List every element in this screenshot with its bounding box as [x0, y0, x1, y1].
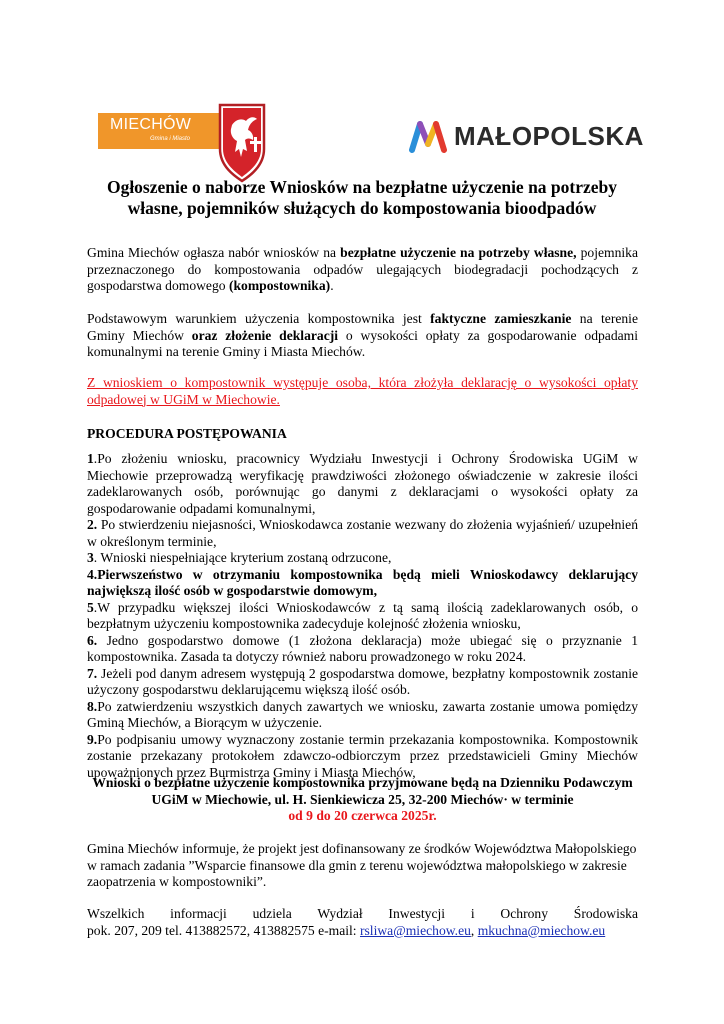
- procedure-heading: PROCEDURA POSTĘPOWANIA: [87, 426, 287, 441]
- condition-text-c: o wysokości opłaty za gospodarowanie odpadami komunalnymi na terenie Gminy i Miasta Miechów.: [87, 327, 639, 359]
- item-number: 3: [87, 550, 94, 565]
- intro-end: .: [330, 278, 334, 293]
- malopolska-m-icon: [408, 118, 452, 154]
- condition-bold-2: oraz złożenie deklaracji: [191, 327, 339, 343]
- funding-paragraph: Gmina Miechów informuje, że projekt jest dofinansowany ze środków Województwa Małopolskiego w ramach zadania ”Wsparcie finansowe dla gmin z terenu województwa małopolskiego w zakresie zaopatrzenia w kompostowniki”.: [87, 841, 637, 889]
- condition-text-b: na terenie Gminy Miechów: [87, 311, 638, 343]
- procedure-item-5: [87, 600, 638, 633]
- item-number: 4.: [87, 566, 98, 582]
- contact-paragraph: [87, 906, 638, 939]
- applicant-note: Z wnioskiem o kompostownik występuje osoba, która złożyła deklarację o wysokości opłaty odpadowej w UGiM w Miechowie.: [87, 375, 638, 407]
- procedure-item-8: [87, 699, 638, 732]
- condition-bold: faktyczne zamieszkanie: [430, 311, 572, 326]
- malopolska-logo: [408, 118, 644, 158]
- title-line-2: własne, pojemników służących do kompostowania bioodpadów: [127, 198, 597, 218]
- malopolska-wordmark: MAŁOPOLSKA: [454, 121, 644, 151]
- item-text: Po zatwierdzeniu wszystkich danych zawartych we wniosku, zawarta zostanie umowa pomiędzy Gminą Miechów, a Biorącym w użyczenie.: [87, 698, 638, 730]
- intro-bold-2: (kompostownika): [228, 278, 331, 293]
- procedure-item-2: [87, 517, 638, 550]
- item-text: . Wnioski niespełniające kryterium zostaną odrzucone,: [93, 550, 392, 565]
- email-link-mkuchna[interactable]: mkuchna@miechow.eu: [477, 922, 606, 938]
- intro-paragraph-1: [87, 245, 638, 295]
- item-number: 5: [87, 599, 94, 615]
- procedure-item-1: [87, 451, 638, 517]
- email-link-rsliwa[interactable]: rsliwa@miechow.eu: [359, 922, 471, 938]
- contact-line-1: Wszelkich informacji udziela Wydział Inwestycji i Ochrony Środowiska: [87, 906, 638, 921]
- procedure-item-4: [87, 567, 638, 600]
- notice-line-1: Wnioski o bezpłatne użyczenie kompostownika przyjmowane będą na Dzienniku Podawczym: [92, 775, 633, 790]
- miechow-logo-name: MIECHÓW: [110, 116, 192, 133]
- item-number: 2.: [87, 517, 98, 532]
- item-number: 7.: [87, 665, 98, 681]
- procedure-item-3: [87, 550, 638, 567]
- item-text: Po podpisaniu umowy wyznaczony zostanie termin przekazania kompostownika. Kompostownik zostanie przekazany protokołem zdawczo-odbiorczym przez przedstawicieli Gminy Miechów upoważnionych przez Burmistrza Gminy i Miasta Miechów,: [87, 731, 638, 780]
- intro-paragraph-2: [87, 311, 638, 361]
- item-text: .W przypadku większej ilości Wnioskodawców z tą samą ilością zadeklarowanych osób, o bezpłatnym użyczeniu kompostownika zadecyduje kolejność złożenia wniosku,: [87, 599, 638, 631]
- contact-line-2: [87, 923, 638, 940]
- intro-text: Gmina Miechów ogłasza nabór wniosków na: [87, 245, 341, 260]
- coat-of-arms-icon: [218, 103, 266, 183]
- procedure-item-9: [87, 732, 638, 782]
- miechow-logo-subtitle: Gmina i Miasto: [150, 136, 191, 142]
- procedure-item-6: [87, 633, 638, 666]
- intro-bold: bezpłatne użyczenie na potrzeby własne,: [340, 245, 577, 260]
- condition-text-a: Podstawowym warunkiem użyczenia kompostownika jest: [87, 311, 431, 326]
- email-separator: ,: [470, 922, 478, 938]
- procedure-item-7: [87, 666, 638, 699]
- procedure-list: [87, 451, 638, 781]
- page-title: [80, 177, 644, 219]
- miechow-logo: [98, 103, 268, 183]
- item-text: Po stwierdzeniu niejasności, Wnioskodawca zostanie wezwany do złożenia wyjaśnień/ uzupełnień w określonym terminie,: [87, 517, 638, 549]
- notice-dates: od 9 do 20 czerwca 2025r.: [288, 808, 437, 823]
- item-number: 1: [87, 451, 94, 466]
- submission-notice: [87, 775, 638, 825]
- item-text: Jedno gospodarstwo domowe (1 złożona deklaracja) może ubiegać się o przyznanie 1 kompostownika. Zasada ta dotyczy również naboru prowadzonego w roku 2024.: [87, 632, 638, 664]
- notice-line-2: UGiM w Miechowie, ul. H. Sienkiewicza 25, 32-200 Miechów· w terminie: [151, 791, 574, 807]
- item-number: 6.: [87, 632, 98, 648]
- item-text: Jeżeli pod danym adresem występują 2 gospodarstwa domowe, bezpłatny kompostownik zostanie użyczony gospodarstwu deklarującemu większą ilość osób.: [87, 665, 638, 697]
- item-text: Pierwszeństwo w otrzymaniu kompostownika będą mieli Wnioskodawcy deklarujący największą ilość osób w gospodarstwie domowym,: [87, 566, 638, 598]
- item-text: .Po złożeniu wniosku, pracownicy Wydziału Inwestycji i Ochrony Środowiska UGiM w Miechowie przeprowadzą weryfikację prawdziwości złożonego oświadczenie w zakresie ilości zadeklarowanych osób, porównując go danymi z deklaracjami o wysokości opłaty za gospodarowanie odpadami komunalnymi,: [87, 451, 638, 516]
- contact-phones: pok. 207, 209 tel. 413882572, 413882575 e-mail:: [87, 922, 360, 938]
- item-number: 8.: [87, 698, 98, 714]
- item-number: 9.: [87, 731, 98, 747]
- intro-text-rest: pojemnika przeznaczonego do kompostowania odpadów ulegających biodegradacji pochodzących z gospodarstwa domowego: [87, 245, 638, 293]
- title-line-1: Ogłoszenie o naborze Wniosków na bezpłatne użyczenie na potrzeby: [106, 177, 618, 197]
